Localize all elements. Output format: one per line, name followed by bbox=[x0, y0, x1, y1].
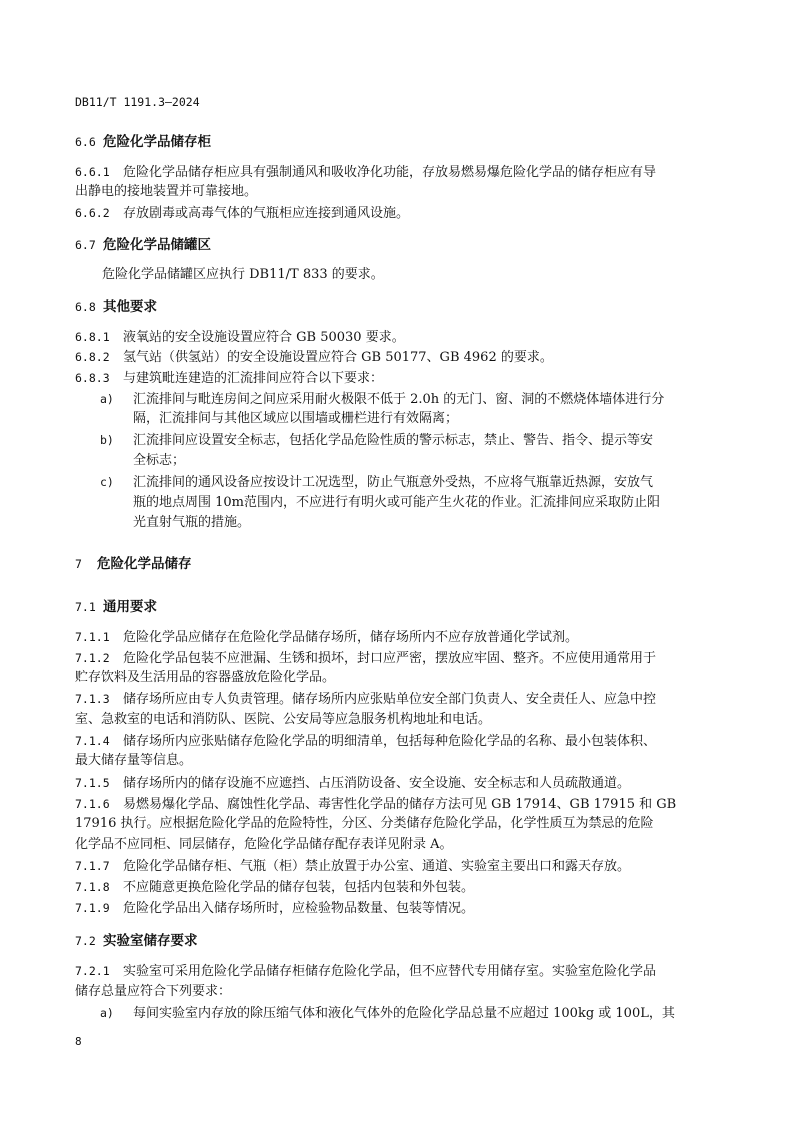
paragraph-6-6-1-cont: 出静电的接地装置并可靠接地。 bbox=[75, 184, 258, 199]
section-number: 6.7 bbox=[75, 238, 96, 252]
paragraph-7-1-1 bbox=[75, 628, 715, 647]
list-item-a-cont: 隔，汇流排间与其他区域应以围墙或栅栏进行有效隔离； bbox=[133, 411, 459, 426]
paragraph-7-1-4 bbox=[75, 732, 715, 751]
paragraph-text: 液氧站的安全设施设置应符合 GB 50030 要求。 bbox=[123, 330, 405, 345]
paragraph-7-1-3 bbox=[75, 690, 715, 709]
paragraph-text: 与建筑毗连建造的汇流排间应符合以下要求： bbox=[123, 371, 384, 386]
paragraph-7-1-9 bbox=[75, 899, 715, 918]
section-number: 7.2 bbox=[75, 934, 96, 948]
list-item-text: 汇流排间的通风设备应按设计工况选型，防止气瓶意外受热，不应将气瓶靠近热源，安放气 bbox=[133, 475, 654, 490]
section-title: 危险化学品储罐区 bbox=[103, 237, 211, 253]
list-item-c-cont-1: 瓶的地点周围 10m范围内，不应进行有明火或可能产生火花的作业。汇流排间应采取防止阳 bbox=[133, 495, 661, 510]
section-heading-7-2 bbox=[75, 932, 715, 950]
paragraph-7-2-1-cont: 储存总量应符合下列要求： bbox=[75, 984, 232, 999]
clause-number: 6.8.3 bbox=[75, 371, 110, 385]
paragraph-6-8-1 bbox=[75, 328, 715, 347]
paragraph-7-1-6 bbox=[75, 795, 715, 814]
section-heading-6-6 bbox=[75, 133, 715, 151]
section-heading-7-1 bbox=[75, 598, 715, 616]
section-number: 7.1 bbox=[75, 600, 96, 614]
clause-number: 7.1.6 bbox=[75, 797, 110, 811]
paragraph-7-1-2-cont: 贮存饮料及生活用品的容器盛放危险化学品。 bbox=[75, 670, 336, 685]
section-number: 6.6 bbox=[75, 135, 96, 149]
paragraph-text: 储存场所内应张贴储存危险化学品的明细清单，包括每种危险化学品的名称、最小包装体积、 bbox=[123, 734, 657, 749]
paragraph-7-1-4-cont: 最大储存量等信息。 bbox=[75, 753, 193, 768]
page-number: 8 bbox=[75, 1035, 82, 1048]
clause-number: 6.6.2 bbox=[75, 206, 110, 220]
document-standard-number: DB11/T 1191.3—2024 bbox=[75, 95, 200, 109]
list-marker: b) bbox=[100, 433, 114, 447]
paragraph-text: 危险化学品包装不应泄漏、生锈和损坏，封口应严密，摆放应牢固、整齐。不应使用通常用于 bbox=[123, 651, 657, 666]
clause-number: 7.1.1 bbox=[75, 630, 110, 644]
paragraph-7-1-6-cont-2: 化学品不应同柜、同层储存，危险化学品储存配存表详见附录 A。 bbox=[75, 837, 453, 852]
clause-number: 7.1.9 bbox=[75, 901, 110, 915]
paragraph-7-2-1 bbox=[75, 962, 715, 981]
paragraph-text: 不应随意更换危险化学品的储存包装，包括内包装和外包装。 bbox=[123, 880, 475, 895]
paragraph-7-1-8 bbox=[75, 878, 715, 897]
paragraph-text: 实验室可采用危险化学品储存柜储存危险化学品，但不应替代专用储存室。实验室危险化学品 bbox=[123, 964, 657, 979]
paragraph-text: 危险化学品出入储存场所时，应检验物品数量、包装等情况。 bbox=[123, 901, 475, 916]
clause-number: 7.1.7 bbox=[75, 859, 110, 873]
list-item-text: 汇流排间与毗连房间之间应采用耐火极限不低于 2.0h 的无门、窗、洞的不燃烧体墙体进行分 bbox=[133, 392, 665, 407]
section-heading-6-7 bbox=[75, 236, 715, 254]
section-title: 危险化学品储存柜 bbox=[103, 134, 211, 150]
list-item-text: 每间实验室内存放的除压缩气体和液化气体外的危险化学品总量不应超过 100kg 或 100L，其 bbox=[133, 1006, 675, 1021]
paragraph-text: 存放剧毒或高毒气体的气瓶柜应连接到通风设施。 bbox=[123, 206, 410, 221]
paragraph-text: 危险化学品储存柜应具有强制通风和吸收净化功能，存放易燃易爆危险化学品的储存柜应有导 bbox=[123, 165, 657, 180]
list-marker: c) bbox=[100, 475, 114, 489]
chapter-heading-7 bbox=[75, 555, 715, 573]
list-item-text: 汇流排间应设置安全标志，包括化学品危险性质的警示标志，禁止、警告、指令、提示等安 bbox=[133, 433, 654, 448]
paragraph-6-6-1 bbox=[75, 163, 715, 182]
list-item-a bbox=[100, 390, 740, 409]
section-title: 实验室储存要求 bbox=[103, 933, 198, 949]
paragraph-6-7: 危险化学品储罐区应执行 DB11/T 833 的要求。 bbox=[102, 267, 384, 282]
clause-number: 6.8.1 bbox=[75, 330, 110, 344]
clause-number: 7.1.8 bbox=[75, 880, 110, 894]
paragraph-text: 储存场所内的储存设施不应遮挡、占压消防设备、安全设施、安全标志和人员疏散通道。 bbox=[123, 776, 631, 791]
clause-number: 6.8.2 bbox=[75, 350, 110, 364]
paragraph-7-1-3-cont: 室、急救室的电话和消防队、医院、公安局等应急服务机构地址和电话。 bbox=[75, 712, 492, 727]
list-item-c-cont-2: 光直射气瓶的措施。 bbox=[133, 515, 251, 530]
section-number: 6.8 bbox=[75, 300, 96, 314]
list-marker: a) bbox=[100, 1006, 114, 1020]
clause-number: 7.1.5 bbox=[75, 776, 110, 790]
paragraph-6-8-3 bbox=[75, 369, 715, 388]
section-heading-6-8 bbox=[75, 298, 715, 316]
section-title: 通用要求 bbox=[103, 599, 157, 615]
clause-number: 6.6.1 bbox=[75, 165, 110, 179]
paragraph-text: 易燃易爆化学品、腐蚀性化学品、毒害性化学品的储存方法可见 GB 17914、GB 17915 和 GB bbox=[123, 797, 677, 812]
paragraph-text: 危险化学品储存柜、气瓶（柜）禁止放置于办公室、通道、实验室主要出口和露天存放。 bbox=[123, 859, 631, 874]
chapter-title: 危险化学品储存 bbox=[97, 556, 192, 572]
list-marker: a) bbox=[100, 392, 114, 406]
clause-number: 7.2.1 bbox=[75, 964, 110, 978]
paragraph-7-1-2 bbox=[75, 649, 715, 668]
clause-number: 7.1.4 bbox=[75, 734, 110, 748]
paragraph-text: 储存场所应由专人负责管理。储存场所内应张贴单位安全部门负责人、安全责任人、应急中控 bbox=[123, 692, 657, 707]
clause-number: 7.1.3 bbox=[75, 692, 110, 706]
paragraph-7-1-7 bbox=[75, 857, 715, 876]
paragraph-text: 危险化学品应储存在危险化学品储存场所，储存场所内不应存放普通化学试剂。 bbox=[123, 630, 579, 645]
list-item-c bbox=[100, 473, 740, 492]
section-title: 其他要求 bbox=[103, 299, 157, 315]
chapter-number: 7 bbox=[75, 557, 82, 571]
paragraph-7-1-6-cont-1: 17916 执行。应根据危险化学品的危险特性，分区、分类储存危险化学品，化学性质互为禁忌的危险 bbox=[75, 816, 654, 831]
list-item-b-cont: 全标志； bbox=[133, 453, 186, 468]
list-item-a bbox=[100, 1004, 740, 1023]
paragraph-6-6-2 bbox=[75, 204, 715, 223]
paragraph-7-1-5 bbox=[75, 774, 715, 793]
clause-number: 7.1.2 bbox=[75, 651, 110, 665]
paragraph-text: 氢气站（供氢站）的安全设施设置应符合 GB 50177、GB 4962 的要求。 bbox=[123, 350, 553, 365]
paragraph-6-8-2 bbox=[75, 348, 715, 367]
list-item-b bbox=[100, 431, 740, 450]
